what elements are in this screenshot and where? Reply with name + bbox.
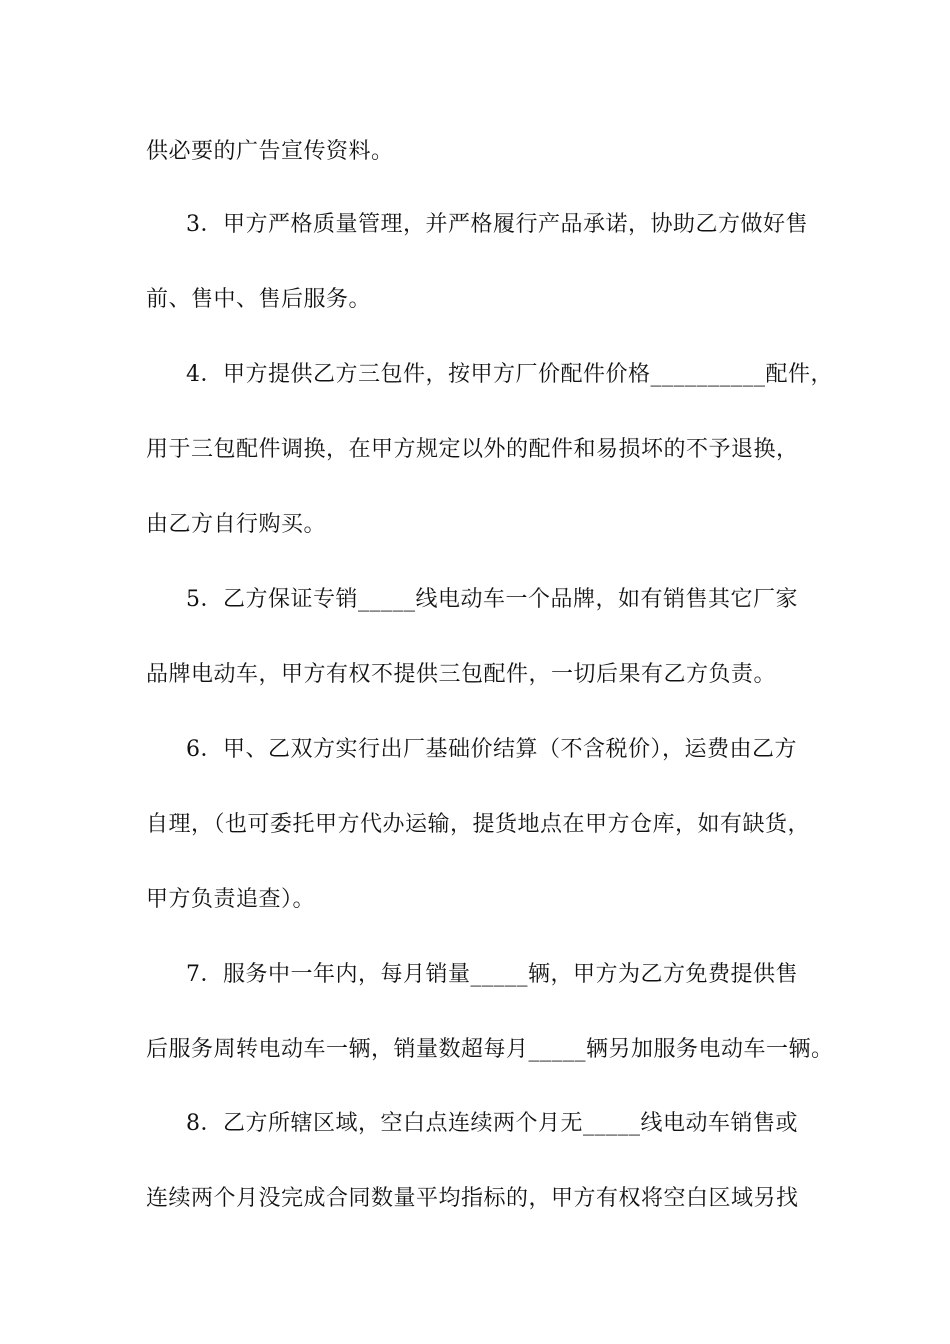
paragraph-line: 5．乙方保证专销_____线电动车一个品牌，如有销售其它厂家 [186, 587, 798, 612]
paragraph-line: 用于三包配件调换，在甲方规定以外的配件和易损坏的不予退换， [146, 437, 799, 462]
paragraph-line: 7．服务中一年内，每月销量_____辆，甲方为乙方免费提供售 [186, 962, 798, 987]
paragraph-line: 3．甲方严格质量管理，并严格履行产品承诺，协助乙方做好售 [186, 212, 808, 237]
paragraph-line: 品牌电动车，甲方有权不提供三包配件，一切后果有乙方负责。 [146, 662, 777, 687]
paragraph-line: 供必要的广告宣传资料。 [146, 139, 394, 164]
paragraph-line: 8．乙方所辖区域，空白点连续两个月无_____线电动车销售或 [186, 1111, 798, 1136]
paragraph-line: 6．甲、乙双方实行出厂基础价结算（不含税价），运费由乙方 [186, 737, 797, 762]
paragraph-line: 后服务周转电动车一辆，销量数超每月_____辆另加服务电动车一辆。 [146, 1037, 834, 1062]
paragraph-line: 连续两个月没完成合同数量平均指标的，甲方有权将空白区域另找 [146, 1186, 799, 1211]
paragraph-line: 4．甲方提供乙方三包件，按甲方厂价配件价格__________配件， [186, 362, 833, 387]
paragraph-line: 甲方负责追查）。 [146, 887, 316, 912]
paragraph-line: 由乙方自行购买。 [146, 512, 327, 537]
paragraph-line: 前、售中、售后服务。 [146, 287, 372, 312]
paragraph-line: 自理，（也可委托甲方代办运输，提货地点在甲方仓库，如有缺货， [146, 812, 811, 837]
